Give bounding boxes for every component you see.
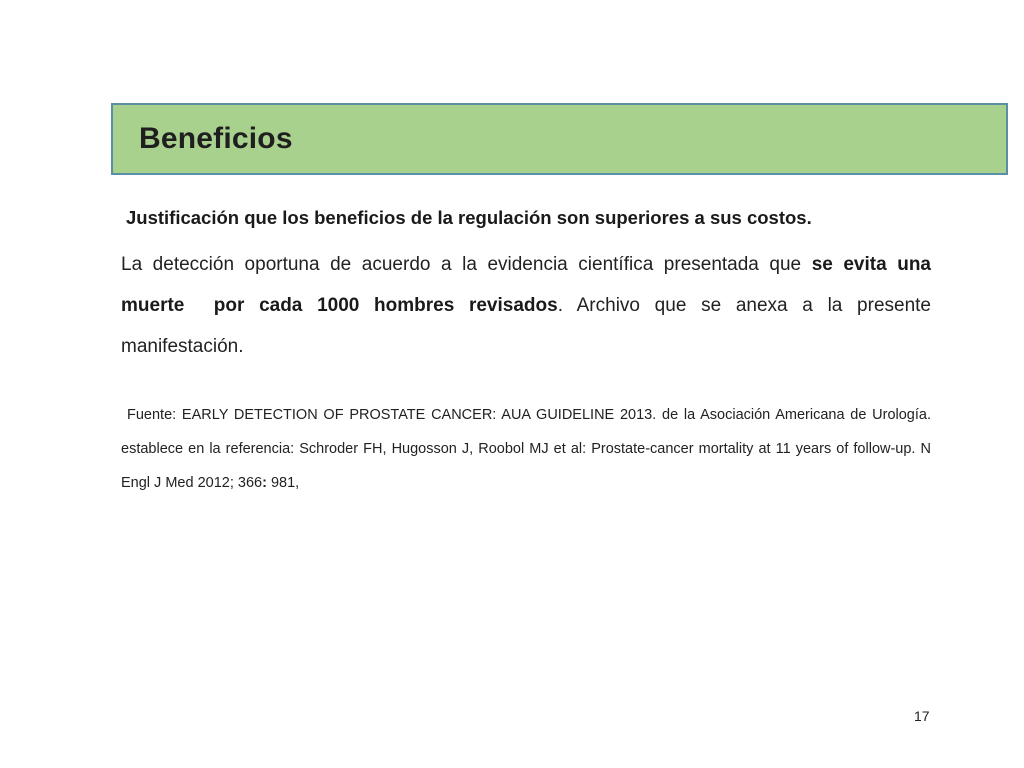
body-text-2 xyxy=(184,295,213,316)
body-bold-2: por cada 1000 hombres revisados xyxy=(213,295,558,316)
source-text-1: Fuente: EARLY DETECTION OF PROSTATE CANCER: AUA GUIDELINE 2013. de la Asociación Americana de Urología. establece en la referencia: Schroder FH, Hugosson J, Roobol MJ et al: Prostate-cancer mortality at 11 years of follow-up. N Engl J Med 2012; 366 xyxy=(121,407,931,491)
slide-title: Beneficios xyxy=(139,122,293,155)
body-text-1: La detección oportuna de acuerdo a la evidencia científica presentada que xyxy=(121,254,812,275)
source-text-2: 981, xyxy=(266,475,300,491)
source-bold-colon: : xyxy=(262,475,267,491)
subheading: Justificación que los beneficios de la regulación son superiores a sus costos. xyxy=(126,207,812,228)
title-bar xyxy=(111,103,1008,175)
body-paragraph xyxy=(121,244,931,367)
body-bold-1: se evita una muerte xyxy=(121,254,932,316)
body-text-3: . Archivo que se anexa a la presente manifestación. xyxy=(121,295,931,357)
page-number: 17 xyxy=(914,708,930,724)
source-reference xyxy=(121,398,931,500)
